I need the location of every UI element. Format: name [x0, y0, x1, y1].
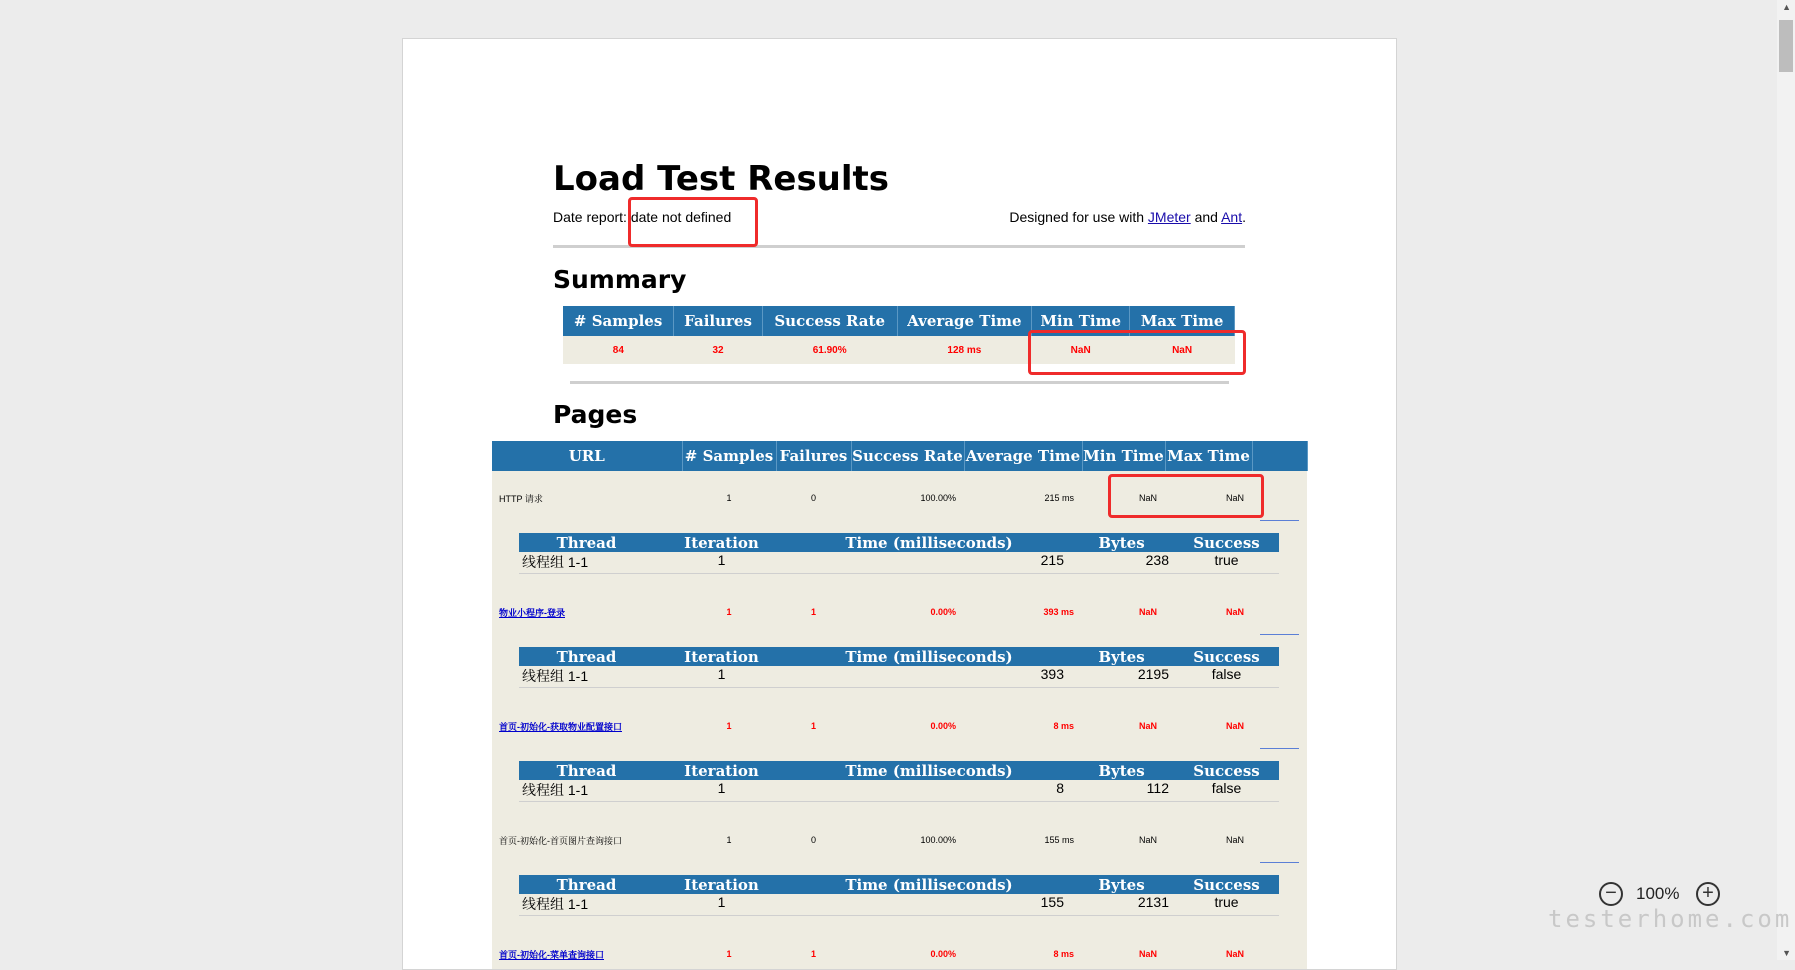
- page-detail-row: [492, 639, 1307, 699]
- pages-header-success-rate: Success Rate: [851, 441, 964, 471]
- scroll-down-arrow-icon[interactable]: ▼: [1782, 948, 1791, 958]
- page-failures: 1: [776, 927, 851, 970]
- page-failures: 0: [776, 813, 851, 867]
- summary-min-time: NaN: [1032, 336, 1130, 364]
- details-toggle[interactable]: [1252, 927, 1307, 970]
- page-url-link[interactable]: 首页-初始化-获取物业配置接口: [499, 721, 622, 732]
- detail-header-thread: Thread: [519, 647, 654, 666]
- details-link[interactable]: [1260, 862, 1299, 863]
- page-samples: 1: [682, 471, 776, 525]
- designed-for: [1009, 209, 1246, 225]
- detail-header-bytes: Bytes: [1069, 533, 1174, 552]
- page-row: [492, 927, 1307, 970]
- page-min-time: NaN: [1082, 471, 1165, 525]
- pages-table: [492, 441, 1308, 970]
- designed-suffix: .: [1242, 209, 1246, 225]
- detail-header-thread: Thread: [519, 533, 654, 552]
- page-samples: 1: [682, 813, 776, 867]
- page-success-rate: 0.00%: [851, 927, 964, 970]
- detail-time: 155: [789, 894, 1069, 916]
- pages-header-url: URL: [492, 441, 682, 471]
- page-max-time: NaN: [1165, 699, 1252, 753]
- detail-header-row: [519, 647, 1279, 666]
- page-samples: 1: [682, 699, 776, 753]
- detail-header-time: Time (milliseconds): [789, 647, 1069, 666]
- detail-header-row: [519, 875, 1279, 894]
- detail-bytes: 2131: [1069, 894, 1174, 916]
- detail-header-iteration: Iteration: [654, 647, 789, 666]
- watermark: testerhome.com: [1548, 905, 1793, 933]
- page-detail-row: [492, 525, 1307, 585]
- zoom-in-icon[interactable]: +: [1696, 882, 1720, 906]
- date-value: date not defined: [630, 209, 732, 225]
- detail-data-row: [519, 780, 1279, 802]
- detail-header-bytes: Bytes: [1069, 761, 1174, 780]
- pages-header-samples: # Samples: [682, 441, 776, 471]
- summary-failures: 32: [674, 336, 763, 364]
- page-failures: 1: [776, 585, 851, 639]
- summary-header-average-time: Average Time: [897, 306, 1032, 336]
- page-samples: 1: [682, 585, 776, 639]
- pages-header-min-time: Min Time: [1082, 441, 1165, 471]
- detail-iteration: 1: [654, 666, 789, 688]
- pages-header-details: [1252, 441, 1307, 471]
- summary-success-rate: 61.90%: [762, 336, 897, 364]
- page-failures: 0: [776, 471, 851, 525]
- page-success-rate: 0.00%: [851, 585, 964, 639]
- date-separator: :: [623, 209, 631, 225]
- detail-bytes: 112: [1069, 780, 1174, 802]
- detail-thread: 线程组 1-1: [519, 552, 654, 574]
- page-url-link[interactable]: 首页-初始化-菜单查询接口: [499, 949, 604, 960]
- detail-header-thread: Thread: [519, 875, 654, 894]
- designed-prefix: Designed for use with: [1009, 209, 1148, 225]
- vertical-scrollbar[interactable]: [1777, 0, 1795, 960]
- detail-success: true: [1174, 552, 1279, 574]
- and-text: and: [1190, 209, 1222, 225]
- page-detail-row: [492, 753, 1307, 813]
- detail-data-row: [519, 552, 1279, 574]
- page-min-time: NaN: [1082, 699, 1165, 753]
- summary-header-max-time: Max Time: [1130, 306, 1235, 336]
- detail-header-success: Success: [1174, 533, 1279, 552]
- page-detail-row: [492, 867, 1307, 927]
- scroll-up-arrow-icon[interactable]: ▲: [1782, 2, 1791, 12]
- detail-header-success: Success: [1174, 875, 1279, 894]
- page-url-link[interactable]: 物业小程序-登录: [499, 607, 565, 618]
- detail-thread: 线程组 1-1: [519, 894, 654, 916]
- details-toggle[interactable]: [1252, 699, 1307, 753]
- page-average-time: 393 ms: [964, 585, 1082, 639]
- page-success-rate: 0.00%: [851, 699, 964, 753]
- detail-bytes: 2195: [1069, 666, 1174, 688]
- detail-time: 393: [789, 666, 1069, 688]
- detail-time: 8: [789, 780, 1069, 802]
- detail-success: false: [1174, 666, 1279, 688]
- zoom-level: 100%: [1636, 884, 1680, 903]
- detail-bytes: 238: [1069, 552, 1174, 574]
- page-average-time: 8 ms: [964, 699, 1082, 753]
- page-success-rate: 100.00%: [851, 813, 964, 867]
- page-average-time: 155 ms: [964, 813, 1082, 867]
- detail-iteration: 1: [654, 894, 789, 916]
- detail-table: [519, 875, 1279, 916]
- page-url: HTTP 请求: [492, 471, 682, 525]
- detail-header-time: Time (milliseconds): [789, 875, 1069, 894]
- page-url: 首页-初始化-首页图片查询接口: [492, 813, 682, 867]
- pages-header-failures: Failures: [776, 441, 851, 471]
- detail-header-success: Success: [1174, 761, 1279, 780]
- detail-header-thread: Thread: [519, 761, 654, 780]
- details-toggle[interactable]: [1252, 585, 1307, 639]
- date-label: Date report: [553, 209, 624, 225]
- detail-table: [519, 647, 1279, 688]
- summary-samples: 84: [563, 336, 674, 364]
- detail-success: false: [1174, 780, 1279, 802]
- summary-heading: Summary: [553, 265, 687, 294]
- pages-header-average-time: Average Time: [964, 441, 1082, 471]
- details-link[interactable]: [1260, 634, 1299, 635]
- detail-header-row: [519, 761, 1279, 780]
- zoom-out-icon[interactable]: −: [1599, 882, 1623, 906]
- detail-header-time: Time (milliseconds): [789, 533, 1069, 552]
- page-max-time: NaN: [1165, 471, 1252, 525]
- details-toggle[interactable]: [1252, 813, 1307, 867]
- page-max-time: NaN: [1165, 585, 1252, 639]
- page-max-time: NaN: [1165, 813, 1252, 867]
- page-row: [492, 813, 1307, 867]
- page-min-time: NaN: [1082, 813, 1165, 867]
- detail-thread: 线程组 1-1: [519, 666, 654, 688]
- pages-heading: Pages: [553, 400, 638, 429]
- page-min-time: NaN: [1082, 585, 1165, 639]
- pages-header-max-time: Max Time: [1165, 441, 1252, 471]
- detail-thread: 线程组 1-1: [519, 780, 654, 802]
- details-link[interactable]: [1260, 748, 1299, 749]
- detail-success: true: [1174, 894, 1279, 916]
- detail-data-row: [519, 894, 1279, 916]
- page-success-rate: 100.00%: [851, 471, 964, 525]
- ant-link[interactable]: Ant: [1221, 209, 1243, 225]
- highlight-page-minmax-box: [1108, 474, 1264, 518]
- detail-table: [519, 533, 1279, 574]
- detail-header-success: Success: [1174, 647, 1279, 666]
- summary-header-success-rate: Success Rate: [762, 306, 897, 336]
- page-average-time: 215 ms: [964, 471, 1082, 525]
- jmeter-link[interactable]: JMeter: [1147, 209, 1191, 225]
- detail-header-row: [519, 533, 1279, 552]
- summary-average-time: 128 ms: [897, 336, 1032, 364]
- page-min-time: NaN: [1082, 927, 1165, 970]
- scroll-thumb[interactable]: [1779, 20, 1793, 72]
- summary-header-failures: Failures: [674, 306, 763, 336]
- divider: [570, 381, 1229, 384]
- page-failures: 1: [776, 699, 851, 753]
- detail-header-time: Time (milliseconds): [789, 761, 1069, 780]
- page-row: [492, 699, 1307, 753]
- pages-header-row: [492, 441, 1307, 471]
- details-link[interactable]: [1260, 520, 1299, 521]
- detail-header-bytes: Bytes: [1069, 875, 1174, 894]
- detail-iteration: 1: [654, 780, 789, 802]
- highlight-summary-minmax-box: [1028, 330, 1246, 375]
- page-samples: 1: [682, 927, 776, 970]
- detail-time: 215: [789, 552, 1069, 574]
- detail-data-row: [519, 666, 1279, 688]
- summary-max-time: NaN: [1130, 336, 1235, 364]
- page-title: Load Test Results: [553, 159, 890, 199]
- detail-header-bytes: Bytes: [1069, 647, 1174, 666]
- detail-table: [519, 761, 1279, 802]
- detail-header-iteration: Iteration: [654, 875, 789, 894]
- page-max-time: NaN: [1165, 927, 1252, 970]
- page-average-time: 8 ms: [964, 927, 1082, 970]
- summary-header-samples: # Samples: [563, 306, 674, 336]
- highlight-date-box: [628, 197, 758, 247]
- detail-header-iteration: Iteration: [654, 533, 789, 552]
- page-row: [492, 585, 1307, 639]
- detail-iteration: 1: [654, 552, 789, 574]
- detail-header-iteration: Iteration: [654, 761, 789, 780]
- summary-header-min-time: Min Time: [1032, 306, 1130, 336]
